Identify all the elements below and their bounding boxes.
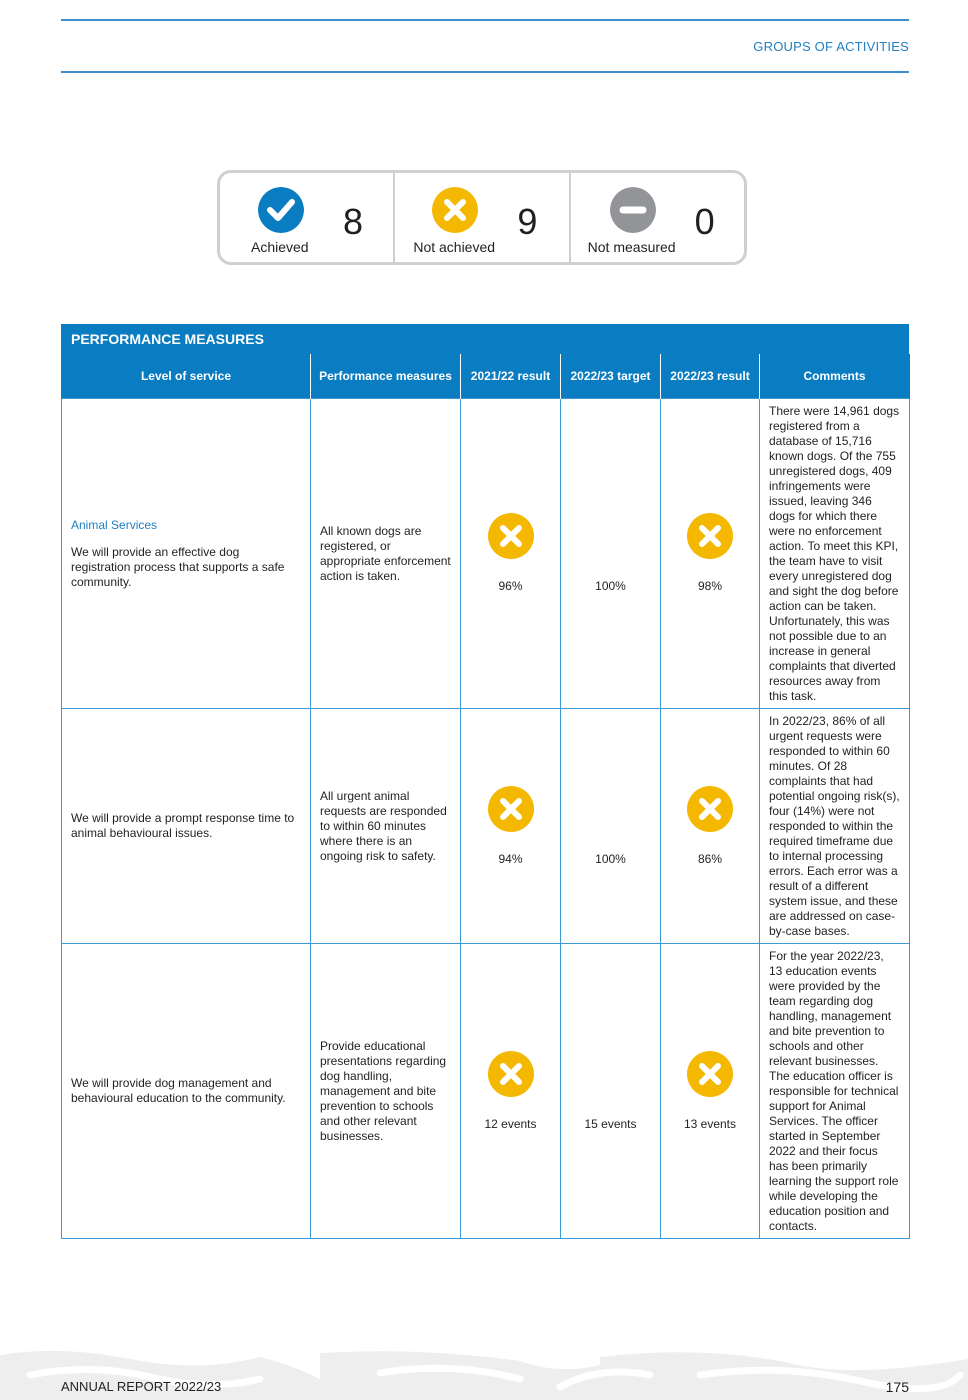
header-rule [61, 71, 909, 73]
comment-cell: For the year 2022/23, 13 education events were provided by the team regarding dog handling, management and bite prevention to schools and other relevant businesses. The education officer is responsible for technical support for Animal Services. The officer started in September 2022 and their focus has been primarily learning the support role while developing the education position and contacts. [760, 944, 910, 1239]
not-achieved-icon [488, 513, 534, 559]
service-name: Animal Services [71, 517, 158, 532]
not-achieved-count: 9 [517, 201, 538, 242]
not-achieved-icon [488, 1051, 534, 1097]
not-achieved-icon [488, 786, 534, 832]
result-2021-value: 12 events [484, 1116, 537, 1131]
level-of-service-text: We will provide an effective dog registration process that supports a safe community. [71, 544, 285, 589]
measure-cell: All urgent animal requests are responded to within 60 minutes where there is an ongoing risk to safety. [311, 709, 461, 944]
result-2023-value: 98% [697, 579, 723, 593]
not-achieved-icon [687, 1051, 733, 1097]
not-achieved-icon [687, 513, 733, 559]
result-2021-cell [461, 709, 561, 944]
result-2021-value: 94% [498, 851, 523, 866]
comment-cell: There were 14,961 dogs registered from a database of 15,716 known dogs. Of the 755 unregistered dogs, 409 infringements were issued, leaving 346 dogs for which there were no enforcement action. To meet this KPI, the team have to visit every unregistered dog and sight the dog before action can be taken. Unfortunately, this was not possible due to an increase in general complaints that diverted resources away from this task. [760, 399, 910, 709]
page-number: 175 [885, 1379, 909, 1395]
table-row [62, 944, 910, 1239]
not-measured-count: 0 [694, 201, 715, 242]
target-2023-value: 100% [595, 851, 626, 866]
target-2023-cell [561, 944, 661, 1239]
result-2023-cell [661, 709, 760, 944]
result-2023-value: 86% [697, 851, 723, 866]
footer-report-title: ANNUAL REPORT 2022/23 [61, 1379, 222, 1394]
achieved-label: Achieved [251, 239, 309, 255]
comment-cell: In 2022/23, 86% of all urgent requests were responded to within 60 minutes. Of 28 complaints that had potential ongoing risk(s), four (14%) were not responded to within the required timeframe due to internal processing errors. Each error was a result of a different system issue, and these are addressed on case-by-case bases. [760, 709, 910, 944]
not-measured-label: Not measured [587, 239, 676, 255]
minus-circle-icon [610, 187, 656, 233]
check-circle-icon [258, 187, 304, 233]
col-header-performance-measures: Performance measures [311, 354, 461, 399]
col-header-target-2023: 2022/23 target [561, 354, 661, 399]
result-2021-cell [461, 399, 561, 709]
level-of-service-cell [62, 399, 311, 709]
not-achieved-label: Not achieved [413, 239, 496, 255]
summary-not-achieved [395, 173, 570, 262]
summary-achieved [220, 173, 395, 262]
result-2021-cell [461, 944, 561, 1239]
target-2023-value: 100% [595, 579, 626, 593]
result-2021-value: 96% [498, 579, 523, 593]
table-row [62, 399, 910, 709]
target-2023-cell [561, 709, 661, 944]
result-2023-value: 13 events [683, 1116, 737, 1131]
col-header-result-2023: 2022/23 result [661, 354, 760, 399]
table-header-row [62, 354, 910, 399]
level-of-service-cell [62, 944, 311, 1239]
not-achieved-icon [687, 786, 733, 832]
results-summary [217, 170, 747, 265]
section-label: GROUPS OF ACTIVITIES [753, 39, 909, 54]
performance-measures-table [61, 354, 910, 1239]
col-header-level-of-service: Level of service [62, 354, 311, 399]
measure-cell: Provide educational presentations regarding dog handling, management and bite prevention to schools and other relevant businesses. [311, 944, 461, 1239]
table-title: PERFORMANCE MEASURES [61, 324, 909, 354]
table-row [62, 709, 910, 944]
col-header-comments: Comments [760, 354, 910, 399]
level-of-service-text: We will provide dog management and behavioural education to the community. [71, 1076, 286, 1105]
measure-cell: All known dogs are registered, or appropriate enforcement action is taken. [311, 399, 461, 709]
target-2023-cell [561, 399, 661, 709]
achieved-count: 8 [343, 201, 364, 242]
summary-not-measured [571, 173, 744, 262]
top-rule [61, 19, 909, 21]
result-2023-cell [661, 944, 760, 1239]
cross-circle-icon [432, 187, 478, 233]
col-header-result-2021: 2021/22 result [461, 354, 561, 399]
level-of-service-text: We will provide a prompt response time to animal behavioural issues. [71, 811, 295, 840]
result-2023-cell [661, 399, 760, 709]
level-of-service-cell [62, 709, 311, 944]
target-2023-value: 15 events [584, 1116, 637, 1131]
